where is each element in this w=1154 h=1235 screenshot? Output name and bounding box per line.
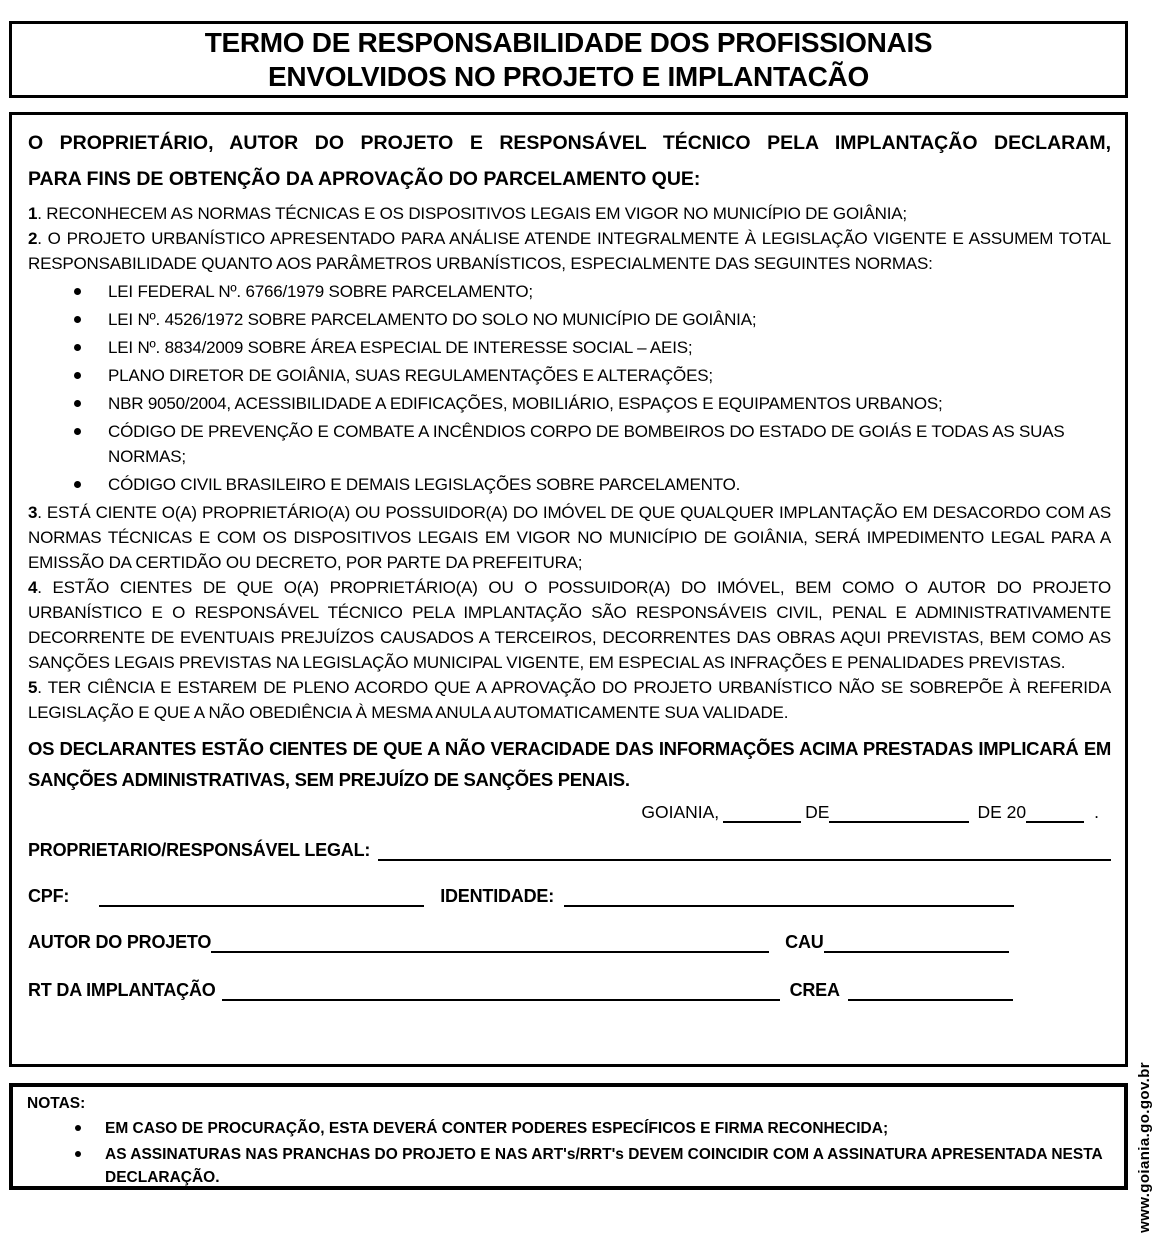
norm-item <box>28 391 1111 416</box>
item-3-text: . ESTÁ CIENTE O(A) PROPRIETÁRIO(A) OU POSSUIDOR(A) DO IMÓVEL DE QUE QUALQUER IMPLANTAÇÃO EM DESACORDO COM AS NORMAS TÉCNICAS E COM OS DISPOSITIVOS LEGAIS EM VIGOR NO MUNICÍPIO DE GOIÂNIA, SERÁ IMPEDIMENTO LEGAL PARA A EMISSÃO DA CERTIDÃO OU DECRETO, POR PARTE DA PREFEITURA; <box>28 503 1111 572</box>
norm-item <box>28 307 1111 332</box>
owner-signature-blank <box>378 837 1111 861</box>
item-1-text: . RECONHECEM AS NORMAS TÉCNICAS E OS DISPOSITIVOS LEGAIS EM VIGOR NO MUNICÍPIO DE GOIÂNIA; <box>37 204 907 223</box>
note-item-text: AS ASSINATURAS NAS PRANCHAS DO PROJETO E NAS ART's/RRT's DEVEM COINCIDIR COM A ASSINATURA APRESENTADA NESTA DECLARAÇÃO. <box>105 1146 1103 1186</box>
bullet-icon <box>74 344 81 351</box>
rt-label: RT DA IMPLANTAÇÃO <box>28 980 216 1000</box>
date-line <box>28 801 1111 823</box>
document-title-box <box>9 21 1128 98</box>
norm-item <box>28 363 1111 388</box>
cpf-blank <box>99 883 424 907</box>
date-de-label: DE <box>805 802 830 822</box>
author-row <box>28 929 1111 953</box>
bullet-icon <box>74 400 81 407</box>
cau-blank <box>824 929 1009 953</box>
author-label: AUTOR DO PROJETO <box>28 932 212 952</box>
identity-label: IDENTIDADE: <box>440 886 555 906</box>
owner-label: PROPRIETARIO/RESPONSÁVEL LEGAL: <box>28 840 371 860</box>
note-item-text: EM CASO DE PROCURAÇÃO, ESTA DEVERÁ CONTER PODERES ESPECÍFICOS E FIRMA RECONHECIDA; <box>105 1120 889 1137</box>
norm-item <box>28 419 1111 469</box>
norm-item-text: LEI Nº. 8834/2009 SOBRE ÁREA ESPECIAL DE INTERESSE SOCIAL – AEIS; <box>108 338 693 357</box>
bullet-icon <box>74 428 81 435</box>
cau-label: CAU <box>785 932 824 952</box>
date-year-label: DE 20 <box>977 802 1027 822</box>
bullet-icon <box>75 1125 81 1131</box>
identity-blank <box>564 883 1014 907</box>
item-2-number: 2 <box>28 229 38 248</box>
author-blank <box>211 929 769 953</box>
notes-box <box>9 1083 1128 1190</box>
norm-item-text: LEI Nº. 4526/1972 SOBRE PARCELAMENTO DO SOLO NO MUNICÍPIO DE GOIÂNIA; <box>108 310 757 329</box>
bullet-icon <box>75 1151 81 1157</box>
date-month-blank <box>829 801 969 823</box>
norm-item-text: CÓDIGO DE PREVENÇÃO E COMBATE A INCÊNDIOS CORPO DE BOMBEIROS DO ESTADO DE GOIÁS E TODAS AS SUAS NORMAS; <box>108 422 1065 466</box>
item-4-number: 4 <box>28 578 38 597</box>
declaration-closing: OS DECLARANTES ESTÃO CIENTES DE QUE A NÃO VERACIDADE DAS INFORMAÇÕES ACIMA PRESTADAS IMPLICARÁ EM SANÇÕES ADMINISTRATIVAS, SEM PREJUÍZO DE SANÇÕES PENAIS. <box>28 738 1111 790</box>
rt-row <box>28 977 1111 1001</box>
date-period: . <box>1094 802 1099 822</box>
norms-list <box>28 279 1111 497</box>
declaration-intro <box>28 125 1111 197</box>
crea-label: CREA <box>789 980 840 1000</box>
bullet-icon <box>74 288 81 295</box>
item-2-text: . O PROJETO URBANÍSTICO APRESENTADO PARA ANÁLISE ATENDE INTEGRALMENTE À LEGISLAÇÃO VIGENTE E ASSUMEM TOTAL RESPONSABILIDADE QUANTO AOS PARÂMETROS URBANÍSTICOS, ESPECIALMENTE DAS SEGUINTES NORMAS: <box>28 229 1111 273</box>
crea-blank <box>848 977 1013 1001</box>
item-4-text: . ESTÃO CIENTES DE QUE O(A) PROPRIETÁRIO(A) OU O POSSUIDOR(A) DO IMÓVEL, BEM COMO O AUTOR DO PROJETO URBANÍSTICO E O RESPONSÁVEL TÉCNICO PELA IMPLANTAÇÃO SÃO RESPONSÁVEIS CIVIL, PENAL E ADMINISTRATIVAMENTE DECORRENTE DE EVENTUAIS PREJUÍZOS CAUSADOS A TERCEIROS, DECORRENTES DAS OBRAS AQUI PREVISTAS, BEM COMO AS SANÇÕES LEGAIS PREVISTAS NA LEGISLAÇÃO MUNICIPAL VIGENTE, EM ESPECIAL AS INFRAÇÕES E PENALIDADES PREVISTAS. <box>28 578 1111 672</box>
notes-title: NOTAS: <box>27 1095 86 1112</box>
item-3-number: 3 <box>28 503 38 522</box>
date-year-blank <box>1026 801 1084 823</box>
norm-item-text: LEI FEDERAL Nº. 6766/1979 SOBRE PARCELAMENTO; <box>108 282 533 301</box>
document-title-line-2: ENVOLVIDOS NO PROJETO E IMPLANTACÃO <box>268 60 869 92</box>
declaration-intro-line-2: PARA FINS DE OBTENÇÃO DA APROVAÇÃO DO PARCELAMENTO QUE: <box>28 168 701 190</box>
norm-item <box>28 279 1111 304</box>
date-day-blank <box>723 801 801 823</box>
note-item <box>27 1117 1110 1140</box>
document-title-line-1: TERMO DE RESPONSABILIDADE DOS PROFISSIONAIS <box>204 26 933 58</box>
date-city-label: GOIANIA, <box>641 802 720 822</box>
bullet-icon <box>74 481 81 488</box>
norm-item-text: PLANO DIRETOR DE GOIÂNIA, SUAS REGULAMENTAÇÕES E ALTERAÇÕES; <box>108 366 713 385</box>
norm-item-text: CÓDIGO CIVIL BRASILEIRO E DEMAIS LEGISLAÇÕES SOBRE PARCELAMENTO. <box>108 475 741 494</box>
declaration-item-2 <box>28 226 1111 276</box>
item-5-number: 5 <box>28 678 38 697</box>
declaration-item-1 <box>28 201 1111 226</box>
bullet-icon <box>74 372 81 379</box>
declaration-item-3 <box>28 500 1111 575</box>
cpf-identity-row <box>28 883 1111 907</box>
note-item <box>27 1143 1110 1189</box>
bullet-icon <box>74 316 81 323</box>
norm-item <box>28 472 1111 497</box>
item-5-text: . TER CIÊNCIA E ESTAREM DE PLENO ACORDO QUE A APROVAÇÃO DO PROJETO URBANÍSTICO NÃO SE SOBREPÕE À REFERIDA LEGISLAÇÃO E QUE A NÃO OBEDIÊNCIA À MESMA ANULA AUTOMATICAMENTE SUA VALIDADE. <box>28 678 1111 722</box>
item-1-number: 1 <box>28 204 38 223</box>
declaration-box <box>9 112 1128 1067</box>
cpf-label: CPF: <box>28 886 70 906</box>
owner-signature-row <box>28 837 1111 861</box>
declaration-item-5 <box>28 675 1111 725</box>
rt-blank <box>222 977 780 1001</box>
norm-item <box>28 335 1111 360</box>
norm-item-text: NBR 9050/2004, ACESSIBILIDADE A EDIFICAÇÕES, MOBILIÁRIO, ESPAÇOS E EQUIPAMENTOS URBANOS; <box>108 394 943 413</box>
declaration-item-4 <box>28 575 1111 675</box>
declaration-intro-line-1: O PROPRIETÁRIO, AUTOR DO PROJETO E RESPONSÁVEL TÉCNICO PELA IMPLANTAÇÃO DECLARAM, <box>28 132 1111 154</box>
website-watermark: www.goiania.go.gov.br <box>1136 1062 1153 1233</box>
